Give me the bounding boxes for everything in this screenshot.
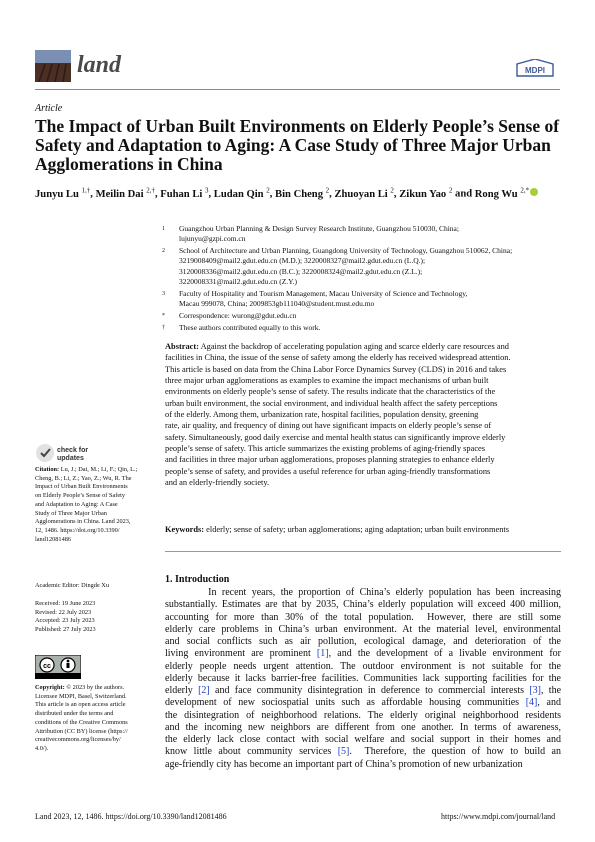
body-line: know little about community services [5]. Therefore, the question of how to build an (165, 746, 561, 758)
reference-link[interactable]: [2] (198, 685, 210, 696)
academic-editor: Academic Editor: Dingde Xu (35, 582, 109, 589)
keywords: Keywords: elderly; sense of safety; urban agglomerations; aging adaptation; urban built environments (165, 525, 509, 534)
journal-name: land (77, 52, 122, 78)
affiliation-item: † These authors contributed equally to this work. (162, 322, 321, 332)
affiliation-item: 1 Guangzhou Urban Planning & Design Survey Research Institute, Guangzhou 510030, China; lujunyu@gzpi.com.cn (162, 224, 459, 244)
body-line: age-friendly city has become an important part of China’s promotion of new urbanization (165, 758, 523, 770)
author-list: Junyu Lu $^{1,\dagger}$, Meilin Dai $^{2,\dagger}$, Fuhan Li $^3$, Ludan Qin $^2$, Bin Cheng $^2$, Zhuoyan Li $^2$, Zikun Yao $^2$ and Rong Wu $^{2,*}$ (35, 186, 565, 200)
author-name: Meilin Dai $^{2,\dagger}$ (95, 186, 155, 200)
body-line: elderly [2] and face community disintegration in deference to commercial interests [3], the (165, 685, 562, 696)
body-line: In recent years, the proportion of China’s elderly population has been increasing (165, 587, 562, 598)
affiliation-item: 3 Faculty of Hospitality and Tourism Management, Macau University of Science and Technology, Macau 999078, China; 2009853gb111040@student.must.edu.mo (162, 288, 468, 309)
body-line: and the incoming new neighbors are different from one another. In terms of awareness, (165, 721, 561, 733)
affiliation-item: * Correspondence: wurong@gdut.edu.cn (162, 310, 297, 320)
author-name: Zhuoyan Li $^2$ (334, 186, 394, 200)
reference-link[interactable]: [3] (529, 685, 541, 696)
mdpi-logo (515, 59, 555, 77)
page-title: The Impact of Urban Built Environments on Elderly People’s Sense of Safety and Adaptation to Aging: A Case Study of Three Major Urban Agglomerations in China (35, 116, 560, 174)
svg-text:check for: check for (57, 447, 89, 454)
author-name: Zikun Yao $^2$ (399, 186, 453, 200)
body-line: accounting for more than 30% of the total population. However, there are still some (165, 611, 561, 623)
introduction-body (165, 587, 561, 771)
body-line: and social conflicts such as air pollution, ecological damage, and deterioration of the (165, 636, 561, 647)
dates (35, 600, 155, 635)
header-rule (35, 89, 560, 90)
affiliation-item: 2 School of Architecture and Urban Planning, Guangdong University of Technology, Guangzhou 510062, China; 3219008409@mail2.gdut.edu.cn (M.D.); 3220008327@mail2.gdut.edu.cn (L.Q.); 3120008336@mail2.gdut.edu.cn (B.C.); 3220008324@mail2.gdut.edu.cn (Z.L.); 3220008331@mail2.gdut.edu.cn (Z.Y.) (162, 246, 513, 286)
land-journal-logo-icon (35, 50, 71, 82)
orcid-icon[interactable] (530, 188, 538, 196)
footer-journal-url[interactable]: https://www.mdpi.com/journal/land (441, 812, 556, 821)
section-heading-introduction: 1. Introduction (165, 574, 230, 585)
body-line: elderly because it lacks barrier-free facilities. Communities lack supporting facilities for the (165, 672, 561, 684)
svg-text:updates: updates (57, 455, 84, 462)
abstract: Abstract: Against the backdrop of accelerating population aging and scarce elderly care resources and facilities in China, the issue of the sense of safety among the elderly has received widespread attention. This article is based on data from the China Labor Force Dynamics Survey (CLDS) in 2016 and takes three major urban agglomerations as examples to examine the impact mechanisms of urban built environments on elderly people’s sense of safety. The results indicate that the characteristics of the urban built environment, the social environment, and individual health affect the safety perceptions of the elderly. Among them, urbanization rate, hospital facilities, population density, greening rate, air quality, and frequency of dining out have significant impacts on elderly people’s sense of safety. Simultaneously, good daily exercise and mental health status can significantly improve elderly people’s sense of safety. This article summarizes the existing problems of aging-friendly spaces and facilities in three major urban agglomerations, proposes planning strategies to enhance elderly people’s sense of safety, and provides a useful reference for urban aging-friendly transformations and an elderly-friendly society. (165, 342, 511, 488)
cc-by-license-icon[interactable] (35, 655, 81, 679)
svg-text:cc: cc (43, 663, 51, 670)
author-name: Ludan Qin $^2$ (213, 186, 270, 200)
body-line: elderly care problems in China’s urban environment. At the material level, environmental (165, 623, 561, 635)
body-line: development of new sociospatial units such as affordable housing communities [4], and (165, 697, 561, 709)
body-line: substantially. Estimates are that by 2035, China’s elderly population will exceed 400 million, (165, 599, 561, 611)
article-type: Article (35, 103, 63, 114)
footer-citation: Land 2023, 12, 1486. https://doi.org/10.3390/land12081486 (35, 812, 227, 821)
affiliations (162, 224, 562, 333)
author-name: Junyu Lu $^{1,\dagger}$ (35, 186, 91, 200)
author-name: Fuhan Li $^3$ (160, 186, 209, 200)
body-line: living environment are prominent [1], and the development of a livable environment for (165, 648, 561, 660)
date-item: Published: 27 July 2023 (35, 626, 96, 634)
body-line: elderly people needs urgent attention. The outdoor environment is not suitable for the (165, 660, 561, 672)
reference-link[interactable]: [1] (316, 648, 329, 660)
copyright: Copyright: © 2023 by the authors. Licensee MDPI, Basel, Switzerland. This article is an open access article distributed under the terms and conditions of the Creative Commons Attribution (CC BY) license (https:// creativecommons.org/licenses/by/ 4.0/). (35, 684, 128, 752)
author-name: Bin Cheng $^2$ (275, 186, 330, 200)
body-line: the disintegration of neighborhood relations. The elderly original neighborhood residents (165, 709, 561, 721)
date-item: Accepted: 23 July 2023 (35, 617, 95, 625)
keywords-rule (165, 551, 561, 552)
svg-text:MDPI: MDPI (525, 66, 545, 75)
reference-link[interactable]: [5] (337, 746, 350, 758)
date-item: Received: 19 June 2023 (35, 600, 96, 607)
date-item: Revised: 22 July 2023 (35, 608, 92, 616)
author-name: Rong Wu $^{2,*}$ (474, 186, 530, 200)
body-line: the elderly lack close contact with social welfare and social support in their homes and (165, 734, 561, 745)
citation: Citation: Lu, J.; Dai, M.; Li, F.; Qin, L.; Cheng, B.; Li, Z.; Yao, Z.; Wu, R. The Impact of Urban Built Environments on Elderly People’s Sense of Safety and Adaptation to Aging: A Case Study of Three Major Urban Agglomerations in China. Land 2023, 12, 1486. https://doi.org/10.3390/ land12081486 (35, 466, 138, 543)
reference-link[interactable]: [4] (525, 697, 538, 709)
